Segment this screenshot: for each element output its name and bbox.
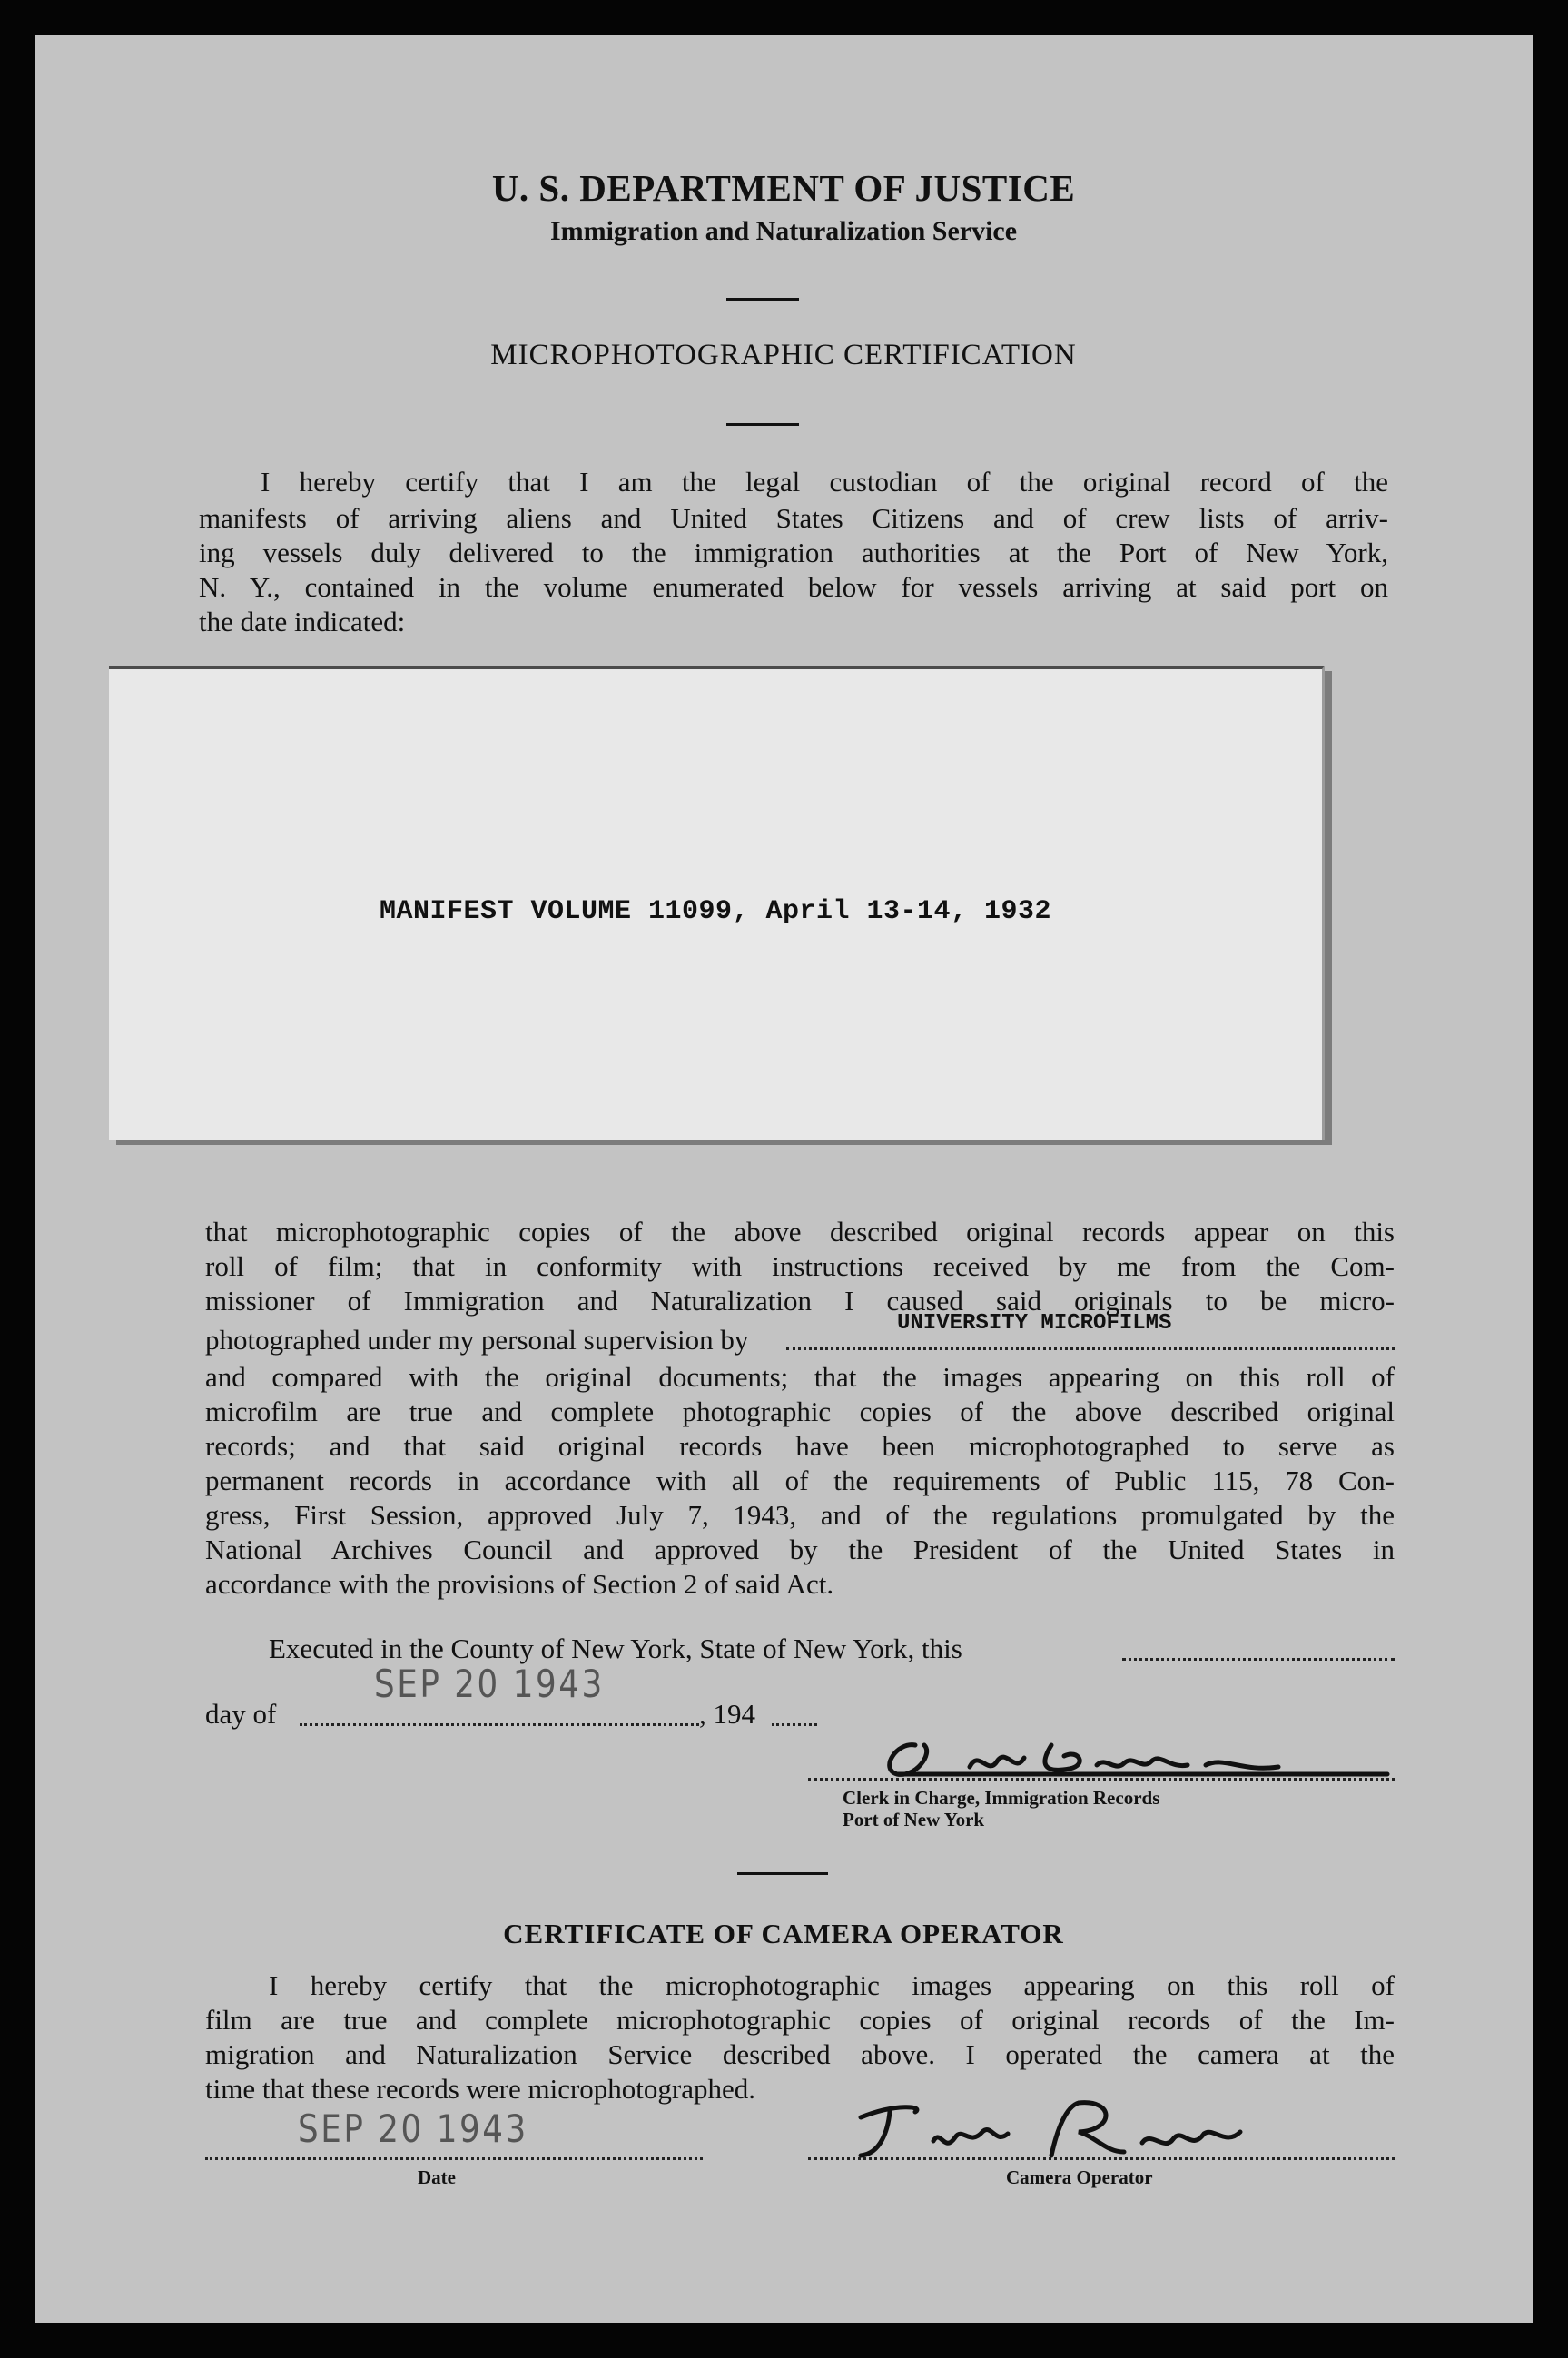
divider (737, 1872, 828, 1875)
body-line: and compared with the original documents; that the images appearing on this roll of (205, 1361, 1395, 1393)
year-dotted-line (772, 1723, 817, 1726)
certification-title: MICROPHOTOGRAPHIC CERTIFICATION (490, 339, 1077, 371)
camera-operator-signature (824, 2085, 1351, 2175)
camera-line: migration and Naturalization Service described above. I operated the camera at the (205, 2038, 1395, 2070)
date-stamp: SEP 20 1943 (374, 1662, 605, 1706)
supervisor-dotted-line (786, 1347, 1395, 1350)
body-line: roll of film; that in conformity with instructions received by me from the Com- (205, 1250, 1395, 1282)
body-line: microfilm are true and complete photographic copies of the above described original (205, 1396, 1395, 1427)
day-dotted-line (300, 1723, 699, 1726)
intro-line: manifests of arriving aliens and United States Citizens and of crew lists of arriv- (199, 502, 1388, 534)
day-of-label: day of (205, 1698, 277, 1730)
body-line: records; and that said original records have been microphotographed to serve as (205, 1430, 1395, 1462)
camera-date-line (205, 2157, 703, 2160)
executed-text: Executed in the County of New York, State of New York, this (269, 1633, 962, 1664)
intro-line: the date indicated: (199, 606, 406, 637)
body-line: that microphotographic copies of the above described original records appear on this (205, 1216, 1395, 1248)
year-prefix: , 194 (699, 1698, 755, 1730)
body-line: permanent records in accordance with all of the requirements of Public 115, 78 Con- (205, 1465, 1395, 1496)
manifest-label: MANIFEST VOLUME 11099, April 13-14, 1932 (379, 896, 1052, 927)
supervisor-typed: UNIVERSITY MICROFILMS (897, 1311, 1172, 1336)
intro-line: N. Y., contained in the volume enumerated below for vessels arriving at said port on (199, 571, 1388, 603)
service-subheading: Immigration and Naturalization Service (549, 216, 1018, 246)
clerk-port: Port of New York (843, 1809, 985, 1830)
camera-operator-label: Camera Operator (1006, 2166, 1153, 2188)
certificate-page (35, 35, 1533, 2323)
intro-line: ing vessels duly delivered to the immigration authorities at the Port of New York, (199, 537, 1388, 568)
body-line: missioner of Immigration and Naturalization I caused said originals to be micro- (205, 1285, 1395, 1317)
body-line: National Archives Council and approved by the President of the United States in (205, 1534, 1395, 1565)
date-label: Date (418, 2166, 456, 2188)
clerk-signature-line (808, 1778, 1395, 1781)
body-line: gress, First Session, approved July 7, 1943, and of the regulations promulgated by the (205, 1499, 1395, 1531)
divider (726, 423, 799, 426)
body-line: accordance with the provisions of Section 2 of said Act. (205, 1568, 834, 1600)
supervision-prefix: photographed under my personal supervision by (205, 1324, 749, 1356)
camera-date-stamp: SEP 20 1943 (298, 2106, 528, 2151)
camera-line: film are true and complete microphotographic copies of original records of the Im- (205, 2004, 1395, 2036)
camera-signature-line (808, 2157, 1395, 2160)
intro-line: I hereby certify that I am the legal custodian of the original record of the (261, 466, 1388, 498)
camera-certificate-title: CERTIFICATE OF CAMERA OPERATOR (503, 1918, 1064, 1949)
clerk-title: Clerk in Charge, Immigration Records (843, 1787, 1160, 1809)
department-heading: U. S. DEPARTMENT OF JUSTICE (491, 167, 1076, 209)
executed-dotted-line (1122, 1658, 1395, 1661)
camera-line: time that these records were microphotographed. (205, 2073, 755, 2105)
divider (726, 298, 799, 301)
camera-line: I hereby certify that the microphotographic images appearing on this roll of (269, 1969, 1395, 2001)
manifest-slip (109, 666, 1325, 1140)
